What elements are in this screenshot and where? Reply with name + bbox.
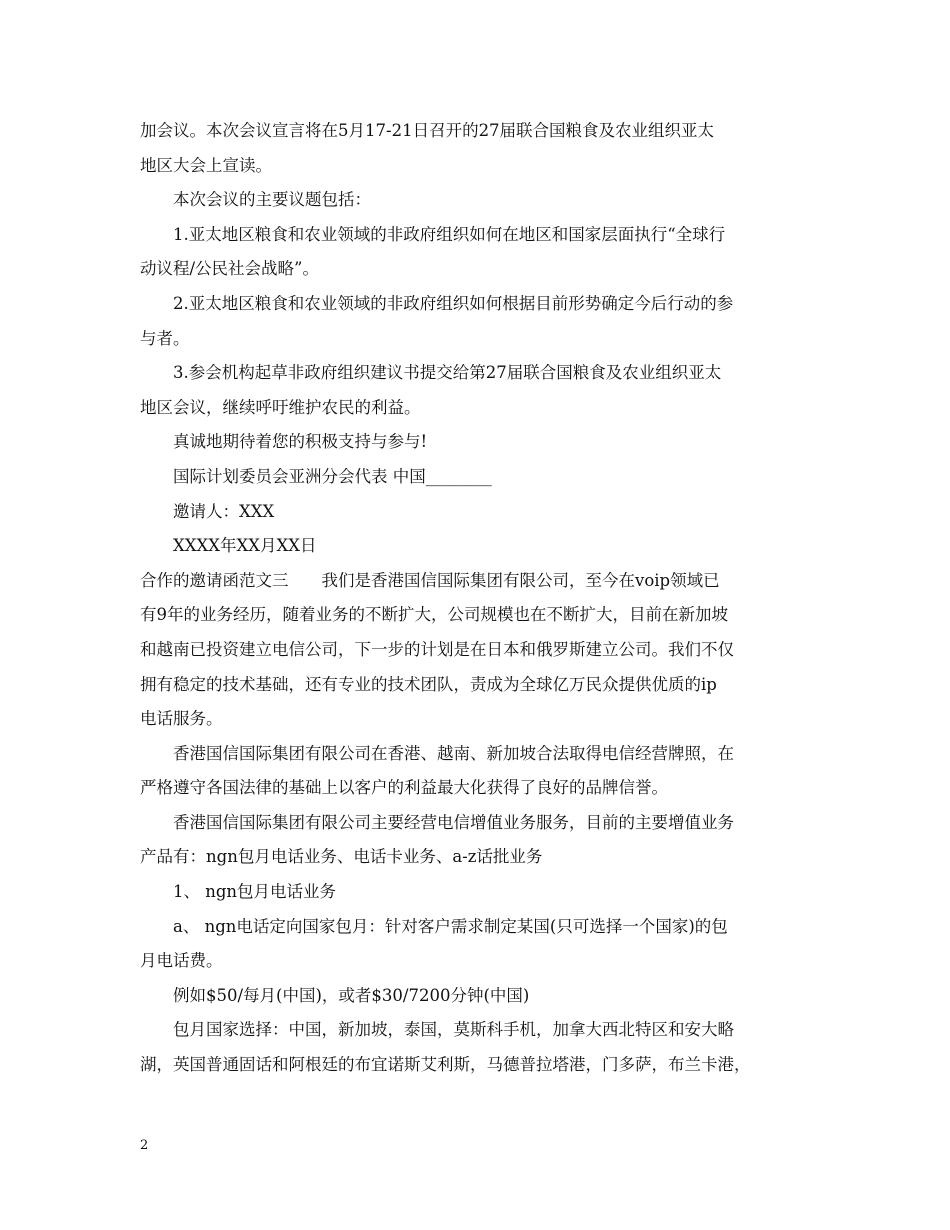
text-line: 本次会议的主要议题包括： — [173, 190, 371, 210]
text-line: 包月国家选择：中国，新加坡，泰国，莫斯科手机，加拿大西北特区和安大略 — [173, 1020, 734, 1040]
text-line: 国际计划委员会亚洲分会代表 中国________ — [173, 466, 492, 486]
text-line: 邀请人：XXX — [173, 501, 275, 521]
text-line: a、 ngn电话定向国家包月：针对客户需求制定某国(只可选择一个国家)的包 — [173, 916, 728, 936]
text-line: 1、 ngn包月电话业务 — [173, 882, 337, 902]
text-line: 与者。 — [140, 328, 190, 348]
text-line: 严格遵守各国法律的基础上以客户的利益最大化获得了良好的品牌信誉。 — [140, 778, 668, 798]
text-line: XXXX年XX月XX日 — [173, 536, 317, 556]
text-line: 香港国信国际集团有限公司在香港、越南、新加坡合法取得电信经营牌照，在 — [173, 743, 734, 763]
text-line: 产品有：ngn包月电话业务、电话卡业务、a-z话批业务 — [140, 847, 543, 867]
text-line: 湖，英国普通固话和阿根廷的布宜诺斯艾利斯，马德普拉塔港，门多萨，布兰卡港， — [140, 1055, 751, 1075]
page-number: 2 — [140, 1138, 149, 1153]
text-line: 3.参会机构起草非政府组织建议书提交给第27届联合国粮食及农业组织亚太 — [173, 363, 722, 383]
text-line: 拥有稳定的技术基础，还有专业的技术团队，责成为全球亿万民众提供优质的ip — [140, 674, 717, 694]
text-line: 地区大会上宣读。 — [140, 155, 272, 175]
text-line: 合作的邀请函范文三 我们是香港国信国际集团有限公司，至今在voip领域已 — [140, 570, 720, 590]
text-line: 2.亚太地区粮食和农业领域的非政府组织如何根据目前形势确定今后行动的参 — [173, 293, 734, 313]
text-line: 例如$50/每月(中国)，或者$30/7200分钟(中国) — [173, 985, 530, 1005]
text-line: 1.亚太地区粮食和农业领域的非政府组织如何在地区和国家层面执行“全球行 — [173, 224, 726, 244]
text-line: 动议程/公民社会战略”。 — [140, 259, 319, 279]
text-line: 月电话费。 — [140, 951, 223, 971]
document-body — [140, 114, 812, 1083]
text-line: 电话服务。 — [140, 709, 223, 729]
text-line: 真诚地期待着您的积极支持与参与! — [173, 432, 428, 452]
text-line: 有9年的业务经历，随着业务的不断扩大，公司规模也在不断扩大，目前在新加坡 — [140, 605, 728, 625]
text-line: 地区会议，继续呼吁维护农民的利益。 — [140, 397, 421, 417]
text-line: 加会议。本次会议宣言将在5月17-21日召开的27届联合国粮食及农业组织亚太 — [140, 121, 715, 140]
text-line: 和越南已投资建立电信公司，下一步的计划是在日本和俄罗斯建立公司。我们不仅 — [140, 639, 734, 659]
text-line: 香港国信国际集团有限公司主要经营电信增值业务服务，目前的主要增值业务 — [173, 812, 734, 832]
